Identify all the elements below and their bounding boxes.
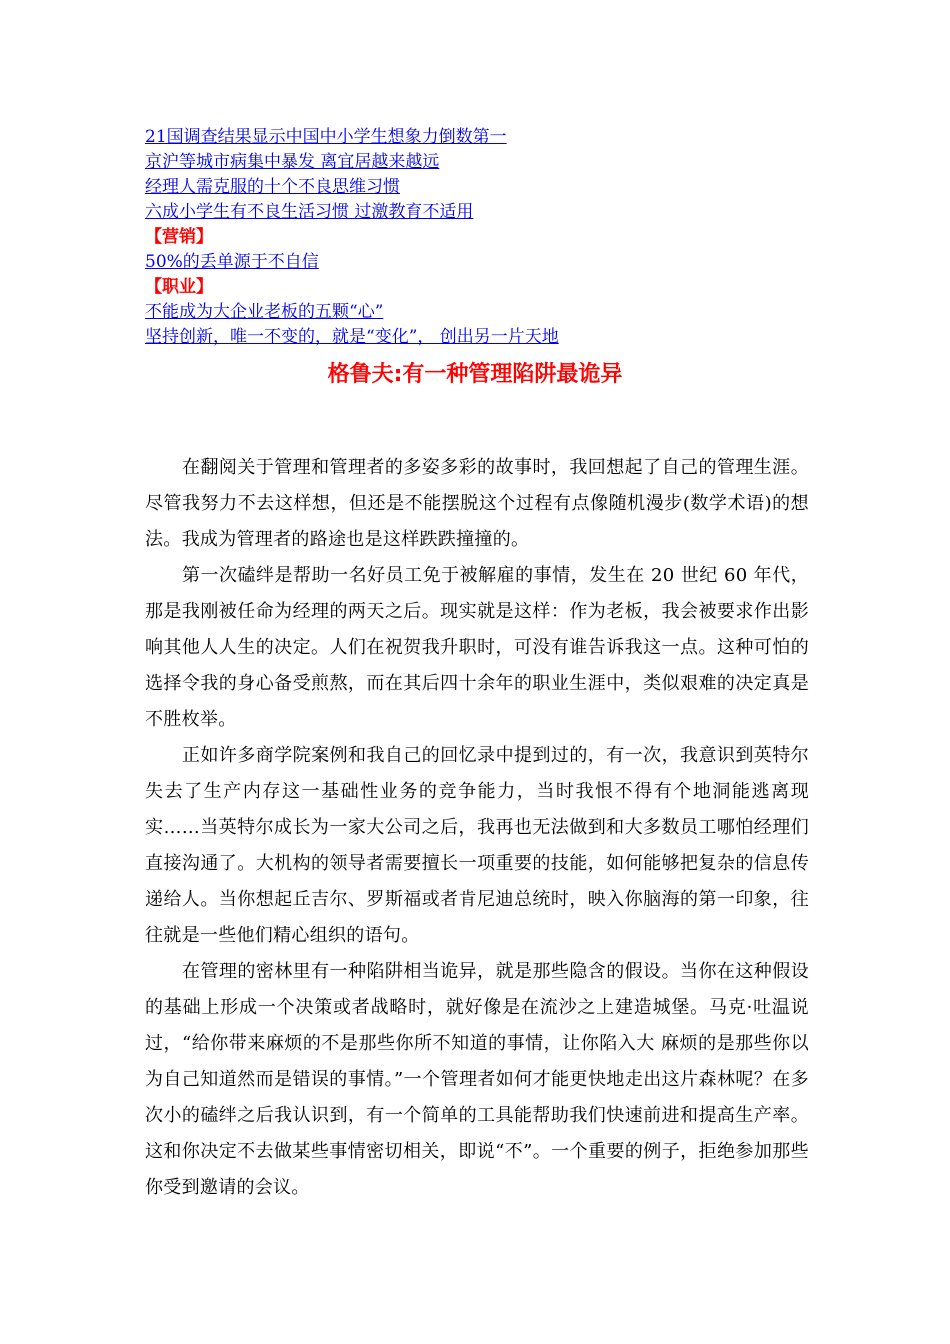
marketing-link[interactable]: 50%的丢单源于不自信 [145,252,319,272]
career-link[interactable]: 坚持创新，唯一不变的，就是“变化”， 创出另一片天地 [145,327,559,347]
career-link[interactable]: 不能成为大企业老板的五颗“心” [145,302,384,322]
article-paragraph: 正如许多商学院案例和我自己的回忆录中提到过的，有一次，我意识到英特尔失去了生产内存这一基础性业务的竞争能力，当时我恨不得有个地洞能逃离现实……当英特尔成长为一家大公司之后，我再也无法做到和大多数员工哪怕经理们直接沟通了。大机构的领导者需要擅长一项重要的技能，如何能够把复杂的信息传递给人。当你想起丘吉尔、罗斯福或者肯尼迪总统时，映入你脑海的第一印象，往往就是一些他们精心组织的语句。 [145,745,809,946]
related-link[interactable]: 经理人需克服的十个不良思维习惯 [145,177,400,197]
related-link-item [145,175,825,200]
article-body [145,450,809,1206]
article-paragraph: 在管理的密林里有一种陷阱相当诡异，就是那些隐含的假设。当你在这种假设的基础上形成一个决策或者战略时，就好像是在流沙之上建造城堡。马克·吐温说过，“给你带来麻烦的不是那些你所不知道的事情，让你陷入大 麻烦的是那些你以为自己知道然而是错误的事情。”一个管理者如何才能更快地走出这片森林呢？在多次小的磕绊之后我认识到，有一个简单的工具能帮助我们快速前进和提高生产率。这和你决定不去做某些事情密切相关，即说“不”。一个重要的例子，拒绝参加那些你受到邀请的会议。 [145,961,809,1198]
article-paragraph: 第一次磕绊是帮助一名好员工免于被解雇的事情，发生在 20 世纪 60 年代，那是我刚被任命为经理的两天之后。现实就是这样：作为老板，我会被要求作出影响其他人人生的决定。人们在祝贺我升职时，可没有谁告诉我这一点。这种可怕的选择令我的身心备受煎熬，而在其后四十余年的职业生涯中，类似艰难的决定真是不胜枚举。 [145,565,809,730]
related-link-item [145,125,825,150]
related-link[interactable]: 21国调查结果显示中国中小学生想象力倒数第一 [145,127,507,147]
article-paragraph: 在翻阅关于管理和管理者的多姿多彩的故事时，我回想起了自己的管理生涯。尽管我努力不去这样想，但还是不能摆脱这个过程有点像随机漫步(数学术语)的想法。我成为管理者的路途也是这样跌跌撞撞的。 [145,457,809,550]
marketing-link-item [145,250,825,275]
career-link-item [145,325,825,350]
related-links [145,125,825,350]
career-link-item [145,300,825,325]
related-link-item [145,150,825,175]
section-label-career: 【职业】 [145,277,213,297]
section-label-marketing: 【营销】 [145,227,213,247]
article-title: 格鲁夫:有一种管理陷阱最诡异 [327,362,623,387]
related-link[interactable]: 六成小学生有不良生活习惯 过激教育不适用 [145,202,474,222]
related-link[interactable]: 京沪等城市病集中暴发 离宜居越来越远 [145,152,440,172]
related-link-item [145,200,825,225]
